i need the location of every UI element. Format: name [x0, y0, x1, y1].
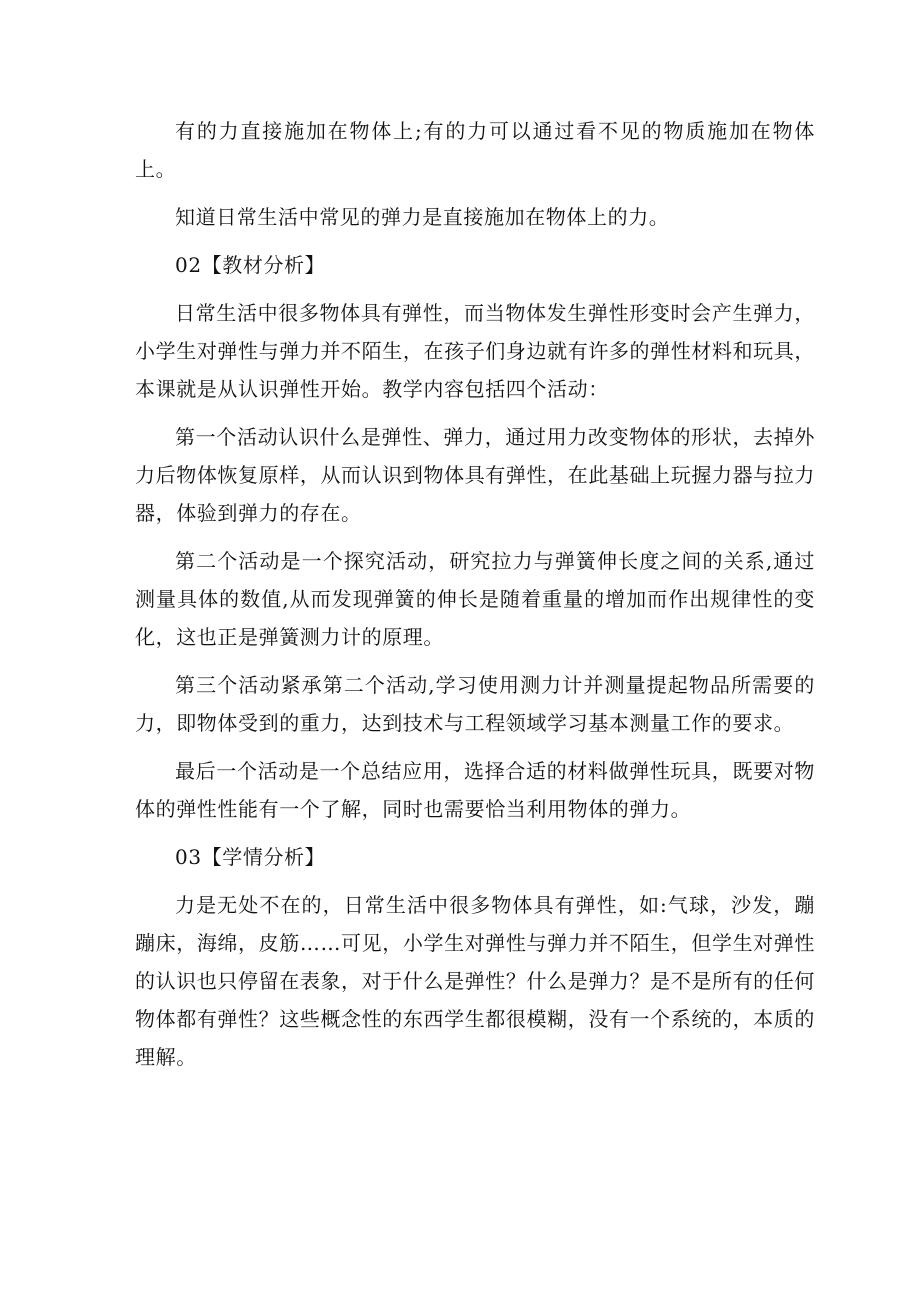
- paragraph-force-types: 有的力直接施加在物体上;有的力可以通过看不见的物质施加在物体上。: [135, 119, 815, 181]
- paragraph-activity-three: 第三个活动紧承第二个活动,学习使用测力计并测量提起物品所需要的力，即物体受到的重力，达到技术与工程领域学习基本测量工作的要求。: [135, 673, 815, 735]
- paragraph-activity-four: 最后一个活动是一个总结应用，选择合适的材料做弹性玩具，既要对物体的弹性性能有一个了解，同时也需要恰当利用物体的弹力。: [135, 759, 815, 821]
- paragraph-activity-two: 第二个活动是一个探究活动，研究拉力与弹簧伸长度之间的关系,通过测量具体的数值,从而发现弹簧的伸长是随着重量的增加而作出规律性的变化，这也正是弹簧测力计的原理。: [135, 549, 815, 649]
- paragraph-elastic-force-contact: 知道日常生活中常见的弹力是直接施加在物体上的力。: [175, 205, 670, 229]
- section-heading-textbook-analysis: 02【教材分析】: [175, 253, 326, 277]
- paragraph-textbook-intro: 日常生活中很多物体具有弹性，而当物体发生弹性形变时会产生弹力，小学生对弹性与弹力并不陌生，在孩子们身边就有许多的弹性材料和玩具，本课就是从认识弹性开始。教学内容包括四个活动：: [135, 301, 815, 401]
- paragraph-activity-one: 第一个活动认识什么是弹性、弹力，通过用力改变物体的形状，去掉外力后物体恢复原样，从而认识到物体具有弹性，在此基础上玩握力器与拉力器，体验到弹力的存在。: [135, 425, 815, 525]
- section-heading-learner-analysis: 03【学情分析】: [175, 845, 326, 869]
- paragraph-learner-analysis: 力是无处不在的，日常生活中很多物体具有弹性，如:气球，沙发，蹦蹦床，海绵，皮筋……可见，小学生对弹性与弹力并不陌生，但学生对弹性的认识也只停留在表象，对于什么是弹性？什么是弹力？是不是所有的任何物体都有弹性？这些概念性的东西学生都很模糊，没有一个系统的，本质的理解。: [135, 893, 815, 1069]
- document-body: [135, 112, 815, 1086]
